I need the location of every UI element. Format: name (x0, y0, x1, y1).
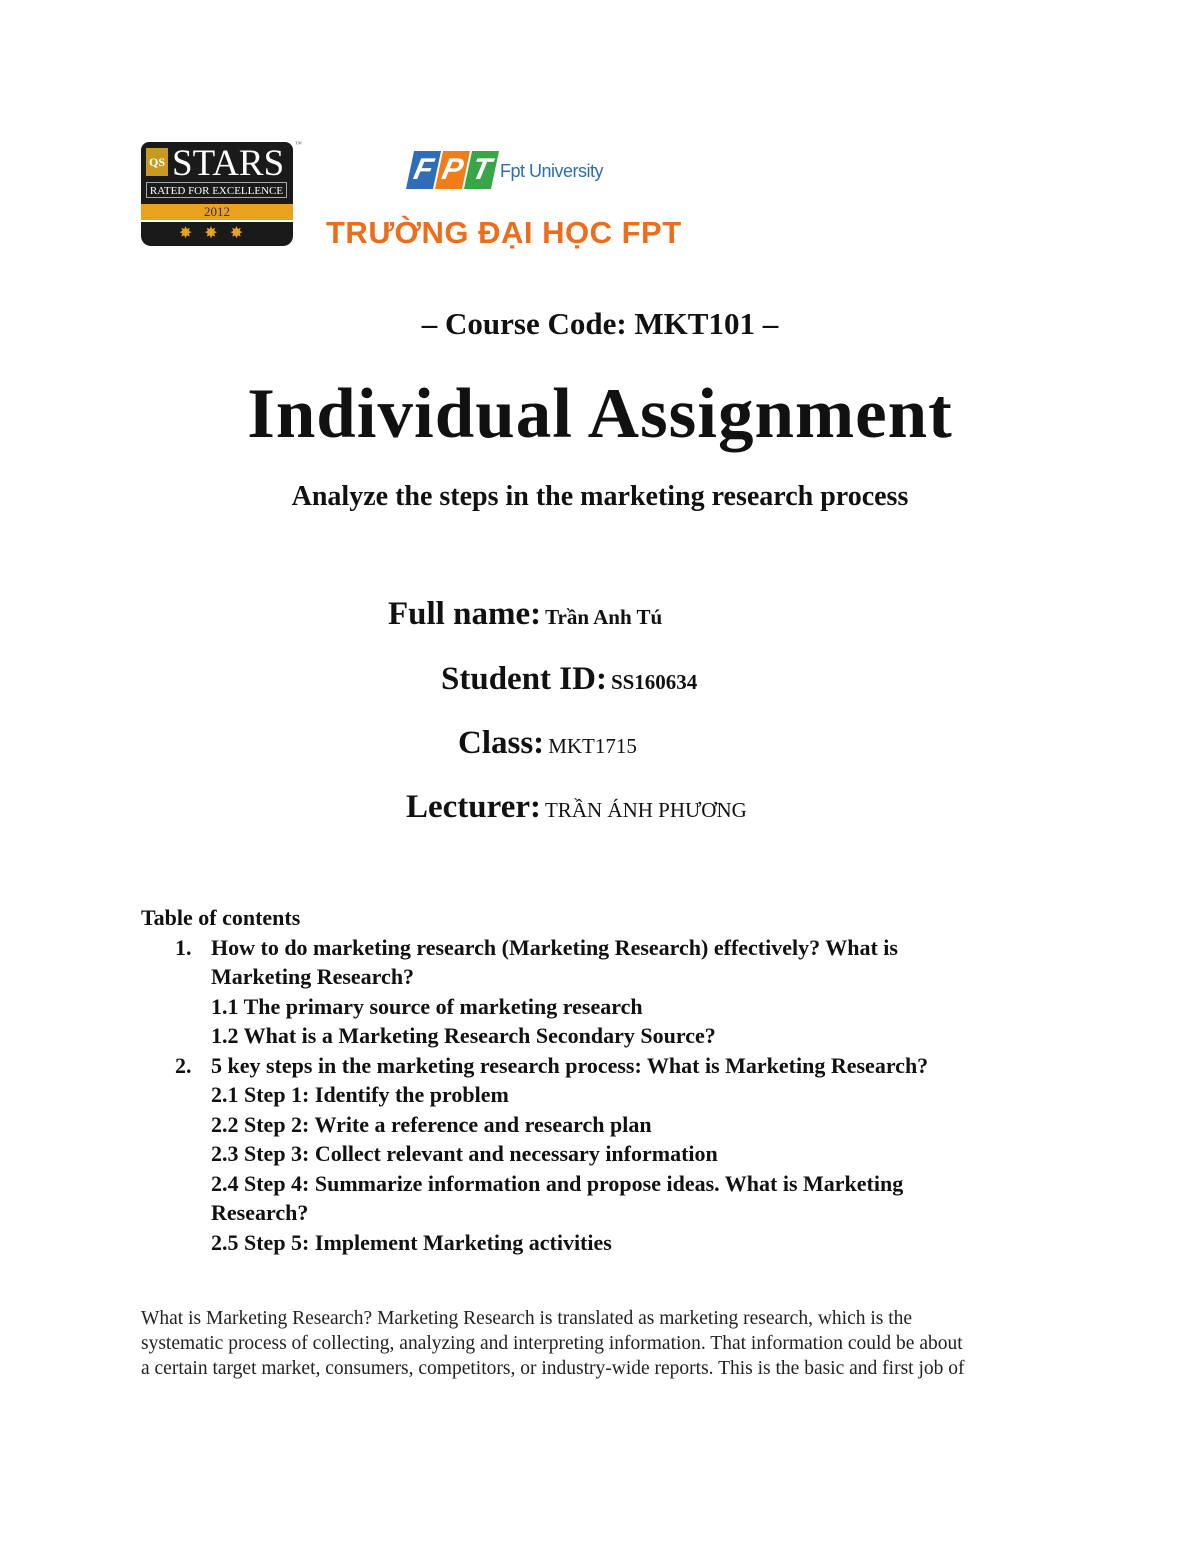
class-row (458, 725, 637, 762)
qs-stars-logo (141, 140, 302, 246)
toc-subitem-1-2[interactable]: 1.2 What is a Marketing Research Secondary Source? (211, 1023, 716, 1048)
fpt-university-text: Fpt University (500, 161, 604, 181)
class-value: MKT1715 (548, 734, 637, 758)
star-icon: ✸ (229, 225, 256, 242)
fpt-tile-f: F (406, 151, 441, 189)
toc-subitem-1-1[interactable]: 1.1 The primary source of marketing research (211, 993, 643, 1019)
full-name-row (388, 596, 662, 633)
fpt-tile-p: P (435, 151, 470, 189)
toc-subitem-2-3[interactable]: 2.3 Step 3: Collect relevant and necessary information (211, 1141, 718, 1166)
body-line: a certain target market, consumers, competitors, or industry-wide reports. This is the basic and first job of (141, 1358, 965, 1379)
class-label: Class: (458, 725, 545, 761)
toc-subitem-2-4-continued[interactable]: Research? (211, 1200, 309, 1225)
table-of-contents (141, 903, 1061, 1257)
qs-rated-text: RATED FOR EXCELLENCE (146, 182, 287, 198)
fpt-tile-t: T (464, 151, 499, 189)
fpt-university-logo (326, 147, 682, 253)
lecturer-label: Lecturer: (406, 789, 541, 825)
full-name-value: Trần Anh Tú (545, 605, 663, 629)
toc-subitem-2-1[interactable]: 2.1 Step 1: Identify the problem (211, 1082, 509, 1107)
qs-star-icons (141, 222, 293, 246)
fpt-tiles (408, 147, 500, 191)
trademark-mark: ™ (295, 140, 302, 148)
qs-year: 2012 (141, 204, 293, 220)
course-code: – Course Code: MKT101 – (421, 306, 779, 341)
toc-item-number: 2. (175, 1052, 192, 1078)
full-name-label: Full name: (388, 596, 542, 632)
body-line: systematic process of collecting, analyzing and interpreting information. That information could be about (141, 1333, 963, 1354)
document-subtitle: Analyze the steps in the marketing research process (291, 481, 909, 512)
qs-stars-text: STARS (172, 143, 285, 184)
body-paragraph (141, 1306, 1061, 1381)
toc-heading: Table of contents (141, 905, 301, 930)
star-icon: ✸ (204, 225, 230, 242)
toc-item-label-continued: Marketing Research? (211, 964, 415, 989)
qs-logo-top (141, 142, 293, 204)
toc-subitem-2-5[interactable]: 2.5 Step 5: Implement Marketing activities (211, 1229, 612, 1255)
toc-item-label: How to do marketing research (Marketing Research) effectively? What is (211, 934, 898, 960)
student-id-value: SS160634 (610, 670, 698, 694)
student-id-label: Student ID: (441, 661, 607, 697)
lecturer-value: TRẦN ÁNH PHƯƠNG (544, 798, 747, 822)
toc-item-2[interactable] (141, 1051, 1061, 1081)
document-title: Individual Assignment (247, 375, 953, 453)
toc-subitem-2-4[interactable]: 2.4 Step 4: Summarize information and propose ideas. What is Marketing (211, 1170, 904, 1196)
lecturer-row (406, 789, 747, 826)
toc-item-1[interactable] (141, 933, 1061, 992)
qs-badge: QS (146, 148, 168, 176)
toc-item-label: 5 key steps in the marketing research process: What is Marketing Research? (211, 1052, 929, 1078)
student-id-row (441, 661, 697, 698)
body-line: What is Marketing Research? Marketing Research is translated as marketing research, which is the (141, 1308, 913, 1329)
toc-subitem-2-2[interactable]: 2.2 Step 2: Write a reference and research plan (211, 1111, 652, 1137)
star-icon: ✸ (178, 225, 205, 242)
school-name: TRƯỜNG ĐẠI HỌC FPT (326, 215, 682, 250)
toc-item-number: 1. (175, 934, 192, 960)
